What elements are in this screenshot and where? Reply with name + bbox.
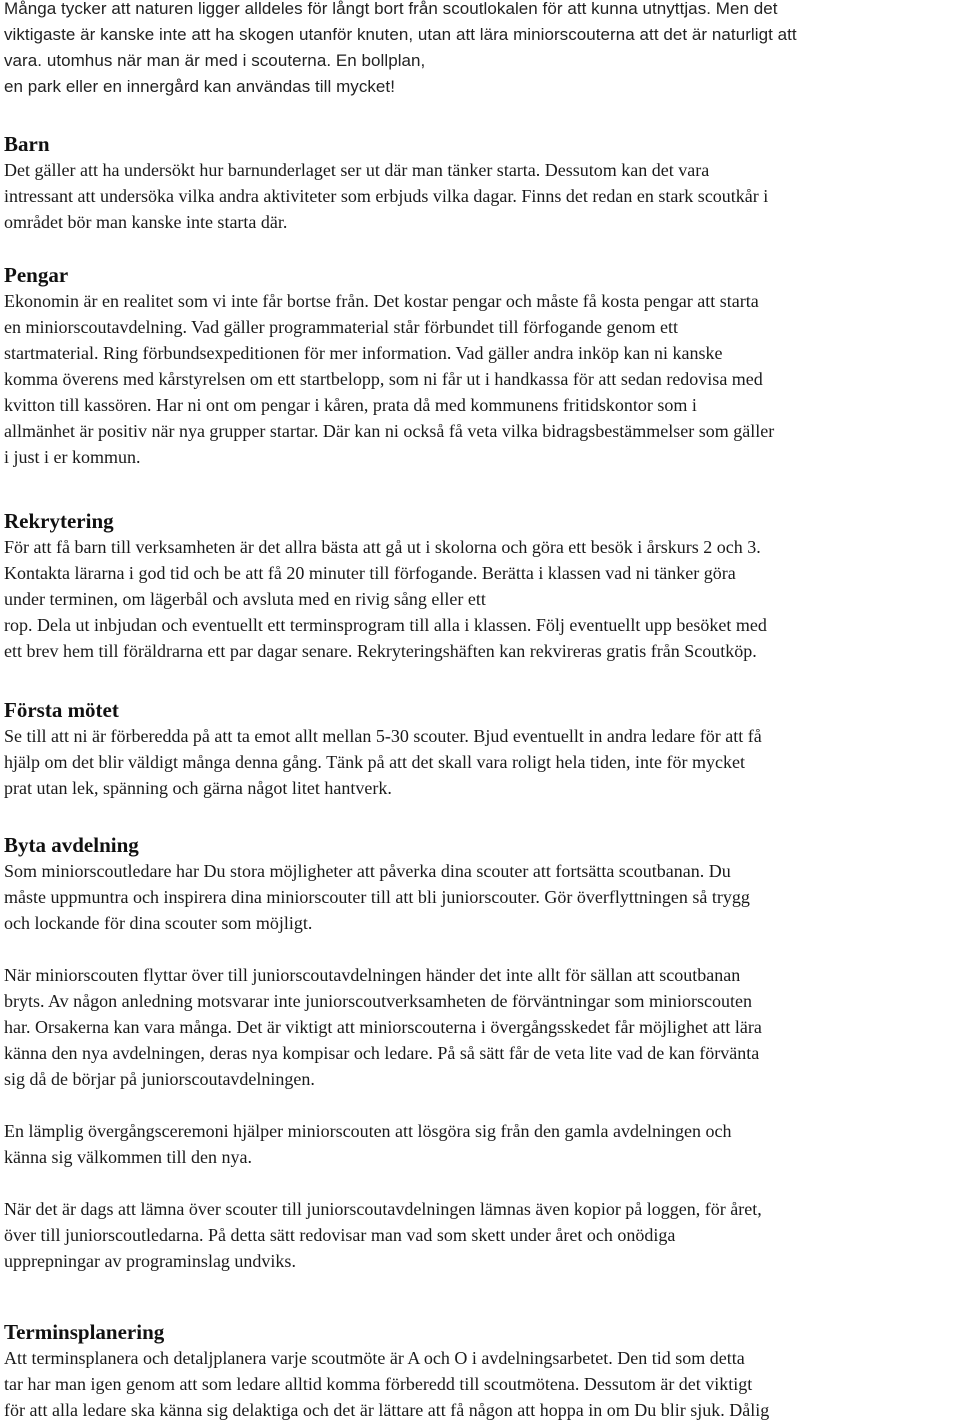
paragraph-line: När miniorscouten flyttar över till juniorscoutavdelningen händer det inte allt för sällan att scoutbanan xyxy=(4,965,741,985)
paragraph-line: Ekonomin är en realitet som vi inte får bortse från. Det kostar pengar och måste få kosta pengar att starta xyxy=(4,291,759,311)
paragraph-line: måste uppmuntra och inspirera dina miniorscouter till att bli juniorscouter. Gör överflyttningen så trygg xyxy=(4,887,750,907)
paragraph-line: och lockande för dina scouter som möjligt. xyxy=(4,913,313,933)
paragraph-line: i just i er kommun. xyxy=(4,447,141,467)
intro-line: en park eller en innergård kan användas till mycket! xyxy=(4,77,395,96)
section-forsta-motet xyxy=(4,697,762,801)
intro-line: viktigaste är kanske inte att ha skogen utanför knuten, utan att lära miniorscouterna att det är naturligt att xyxy=(4,25,797,44)
section-rekrytering xyxy=(4,508,767,664)
paragraph-line: känna den nya avdelningen, deras nya kompisar och ledare. På så sätt får de veta lite vad de kan förvänta xyxy=(4,1043,760,1063)
section-byta-avdelning xyxy=(4,832,762,1274)
paragraph-line: prat utan lek, spänning och gärna något litet hantverk. xyxy=(4,778,392,798)
paragraph-line: Det gäller att ha undersökt hur barnunderlaget ser ut där man tänker starta. Dessutom kan det vara xyxy=(4,160,710,180)
paragraph-line: hjälp om det blir väldigt många denna gång. Tänk på att det skall vara roligt hela tiden, inte för mycket xyxy=(4,752,745,772)
paragraph-line: sig då de börjar på juniorscoutavdelningen. xyxy=(4,1069,315,1089)
section-barn xyxy=(4,131,768,235)
intro-line: Många tycker att naturen ligger alldeles för långt bort från scoutlokalen för att kunna utnyttjas. Men det xyxy=(4,0,778,18)
paragraph-line: Se till att ni är förberedda på att ta emot allt mellan 5-30 scouter. Bjud eventuellt in andra ledare för att få xyxy=(4,726,762,746)
paragraph-line: upprepningar av programinslag undviks. xyxy=(4,1251,296,1271)
section-pengar-pengar xyxy=(4,262,774,470)
paragraph-line: kvitton till kassören. Har ni ont om pengar i kåren, prata då med kommunens fritidskontor som i xyxy=(4,395,697,415)
intro-paragraph xyxy=(4,0,797,100)
paragraph-line: bryts. Av någon anledning motsvarar inte juniorscoutverksamheten de förväntningar som miniorscouten xyxy=(4,991,752,1011)
paragraph-line: komma överens med kårstyrelsen om ett startbelopp, som ni får ut i handkassa för att sedan redovisa med xyxy=(4,369,763,389)
paragraph-line: en miniorscoutavdelning. Vad gäller programmaterial står förbundet till förfogande genom ett xyxy=(4,317,678,337)
paragraph-line: Som miniorscoutledare har Du stora möjligheter att påverka dina scouter att fortsätta scoutbanan. Du xyxy=(4,861,731,881)
section-title: Pengar xyxy=(4,263,69,287)
section-paragraph xyxy=(4,1345,769,1423)
section-paragraph xyxy=(4,288,774,470)
section-title: Rekrytering xyxy=(4,509,114,533)
section-paragraph xyxy=(4,1196,762,1274)
paragraph-line: startmaterial. Ring förbundsexpeditionen för mer information. Vad gäller andra inköp kan ni kanske xyxy=(4,343,723,363)
section-title: Första mötet xyxy=(4,698,119,722)
paragraph-line: har. Orsakerna kan vara många. Det är viktigt att miniorscouterna i övergångsskedet får möjlighet att lära xyxy=(4,1017,762,1037)
paragraph-line: Att terminsplanera och detaljplanera varje scoutmöte är A och O i avdelningsarbetet. Den tid som detta xyxy=(4,1348,745,1368)
paragraph-line: Kontakta lärarna i god tid och be att få 20 minuter till förfogande. Berätta i klassen vad ni tänker göra xyxy=(4,563,736,583)
section-paragraph xyxy=(4,962,762,1092)
intro-line: vara. utomhus när man är med i scouterna. En bollplan, xyxy=(4,51,426,70)
paragraph-line: intressant att undersöka vilka andra aktiviteter som erbjuds vilka dagar. Finns det redan en stark scoutkår i xyxy=(4,186,769,206)
paragraph-line: känna sig välkommen till den nya. xyxy=(4,1147,252,1167)
paragraph-line: allmänhet är positiv när nya grupper startar. Där kan ni också få veta vilka bidragsbestämmelser som gäller xyxy=(4,421,775,441)
section-paragraph xyxy=(4,1118,762,1170)
paragraph-line: över till juniorscoutledarna. På detta sätt redovisar man vad som skett under året och onödiga xyxy=(4,1225,676,1245)
paragraph-line: under terminen, om lägerbål och avsluta med en rivig sång eller ett xyxy=(4,589,486,609)
section-title: Barn xyxy=(4,132,50,156)
paragraph-line: tar har man igen genom att som ledare alltid komma förberedd till scoutmötena. Dessutom är det viktigt xyxy=(4,1374,753,1394)
section-paragraph xyxy=(4,157,768,235)
section-terminsplanering xyxy=(4,1319,769,1423)
section-paragraph xyxy=(4,723,762,801)
paragraph-line: För att få barn till verksamheten är det allra bästa att gå ut i skolorna och göra ett besök i årskurs 2 och 3. xyxy=(4,537,761,557)
section-title: Byta avdelning xyxy=(4,833,139,857)
paragraph-line: för att alla ledare ska känna sig delaktiga och det är lättare att få någon att hoppa in om Du blir sjuk. Dålig xyxy=(4,1400,770,1420)
paragraph-line: rop. Dela ut inbjudan och eventuellt ett terminsprogram till alla i klassen. Följ eventuellt upp besöket med xyxy=(4,615,767,635)
paragraph-line: En lämplig övergångsceremoni hjälper miniorscouten att lösgöra sig från den gamla avdelningen och xyxy=(4,1121,732,1141)
paragraph-line: området bör man kanske inte starta där. xyxy=(4,212,288,232)
section-paragraph xyxy=(4,534,767,664)
paragraph-line: ett brev hem till föräldrarna ett par dagar senare. Rekryteringshäften kan rekvireras gratis från Scoutköp. xyxy=(4,641,757,661)
section-paragraph xyxy=(4,858,762,936)
paragraph-line: När det är dags att lämna över scouter till juniorscoutavdelningen lämnas även kopior på loggen, för året, xyxy=(4,1199,762,1219)
section-title: Terminsplanering xyxy=(4,1320,165,1344)
